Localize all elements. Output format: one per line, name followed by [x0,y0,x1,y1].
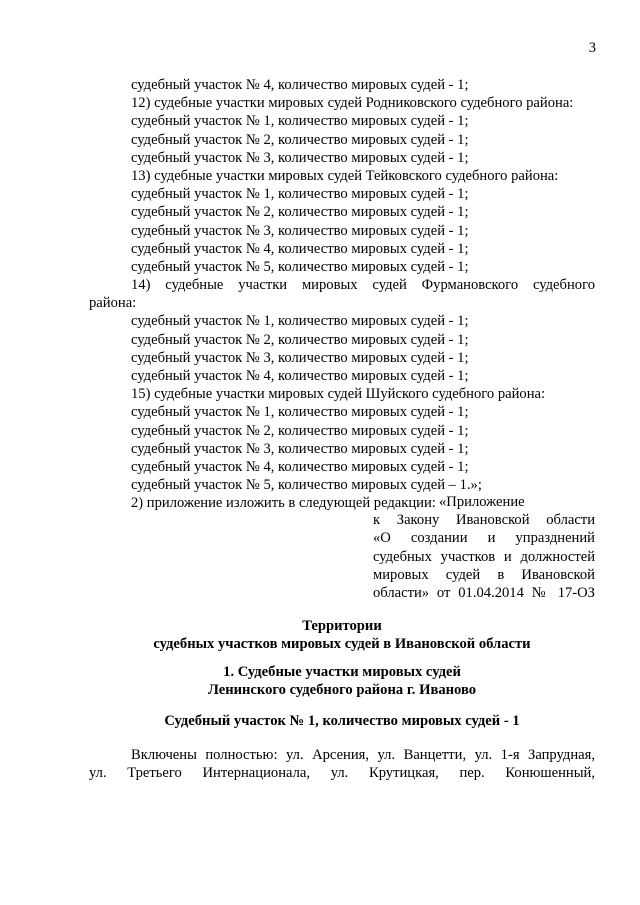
body-line: судебный участок № 1, количество мировых судей - 1; [131,113,469,130]
section-heading [89,663,595,699]
page-number: 3 [588,40,596,56]
title-line: Территории [302,618,382,634]
body-line: судебный участок № 2, количество мировых судей - 1; [131,131,469,148]
body-line: 13) судебные участки мировых судей Тейковского судебного района: [131,167,559,184]
body-line: судебный участок № 4, количество мировых судей - 1; [131,77,469,93]
body-line: судебный участок № 2, количество мировых судей - 1; [131,331,469,348]
body-line: судебный участок № 1, количество мировых судей - 1; [131,186,469,203]
body-line: судебный участок № 3, количество мировых судей - 1; [131,149,469,166]
body-line: 14) судебные участки мировых судей Фурмановского судебного [131,277,595,294]
body-line: 12) судебные участки мировых судей Родниковского судебного района: [131,95,574,112]
appendix-line: «Приложение [439,494,525,510]
body-line: района: [89,295,137,312]
section-line: Ленинского судебного района г. Иваново [207,682,477,699]
appendix-line: области» от 01.04.2014 № 17-ОЗ [373,584,595,601]
paragraph-line: Включены полностью: ул. Арсения, ул. Ванцетти, ул. 1-я Запрудная, [131,747,595,763]
body-line: 15) судебные участки мировых судей Шуйского судебного района: [131,386,546,403]
subsection-heading [89,712,595,730]
appendix-line: «О создании и упразднений [373,530,595,547]
appendix-line: к Закону Ивановской области [373,512,595,529]
body-line: судебный участок № 1, количество мировых судей - 1; [131,404,469,421]
body-line: судебный участок № 3, количество мировых судей - 1; [131,222,469,239]
body-line: 2) приложение изложить в следующей редакции: [131,495,436,512]
paragraph-line: ул. Третьего Интернационала, ул. Крутицкая, пер. Конюшенный, [89,765,595,782]
body-line: судебный участок № 4, количество мировых судей - 1; [131,240,469,257]
body-line: судебный участок № 4, количество мировых судей - 1; [131,368,469,384]
amendment-list [89,76,595,513]
body-line: судебный участок № 5, количество мировых судей - 1; [131,258,469,275]
body-line: судебный участок № 5, количество мировых судей – 1.»; [131,477,482,494]
body-line: судебный участок № 2, количество мировых судей - 1; [131,204,469,221]
section-line: 1. Судебные участки мировых судей [223,664,461,680]
body-line: судебный участок № 3, количество мировых судей - 1; [131,440,469,457]
appendix-reference [373,493,595,602]
appendix-line: мировых судей в Ивановской [373,566,595,583]
body-line: судебный участок № 4, количество мировых судей - 1; [131,458,469,475]
subsection-line: Судебный участок № 1, количество мировых судей - 1 [164,713,520,729]
body-line: судебный участок № 3, количество мировых судей - 1; [131,349,469,366]
title-line: судебных участков мировых судей в Ивановской области [153,636,531,653]
paragraph [89,746,595,782]
body-line: судебный участок № 2, количество мировых судей - 1; [131,422,469,439]
body-line: судебный участок № 1, количество мировых судей - 1; [131,313,469,330]
appendix-line: судебных участков и должностей [373,548,595,565]
document-title [89,617,595,653]
